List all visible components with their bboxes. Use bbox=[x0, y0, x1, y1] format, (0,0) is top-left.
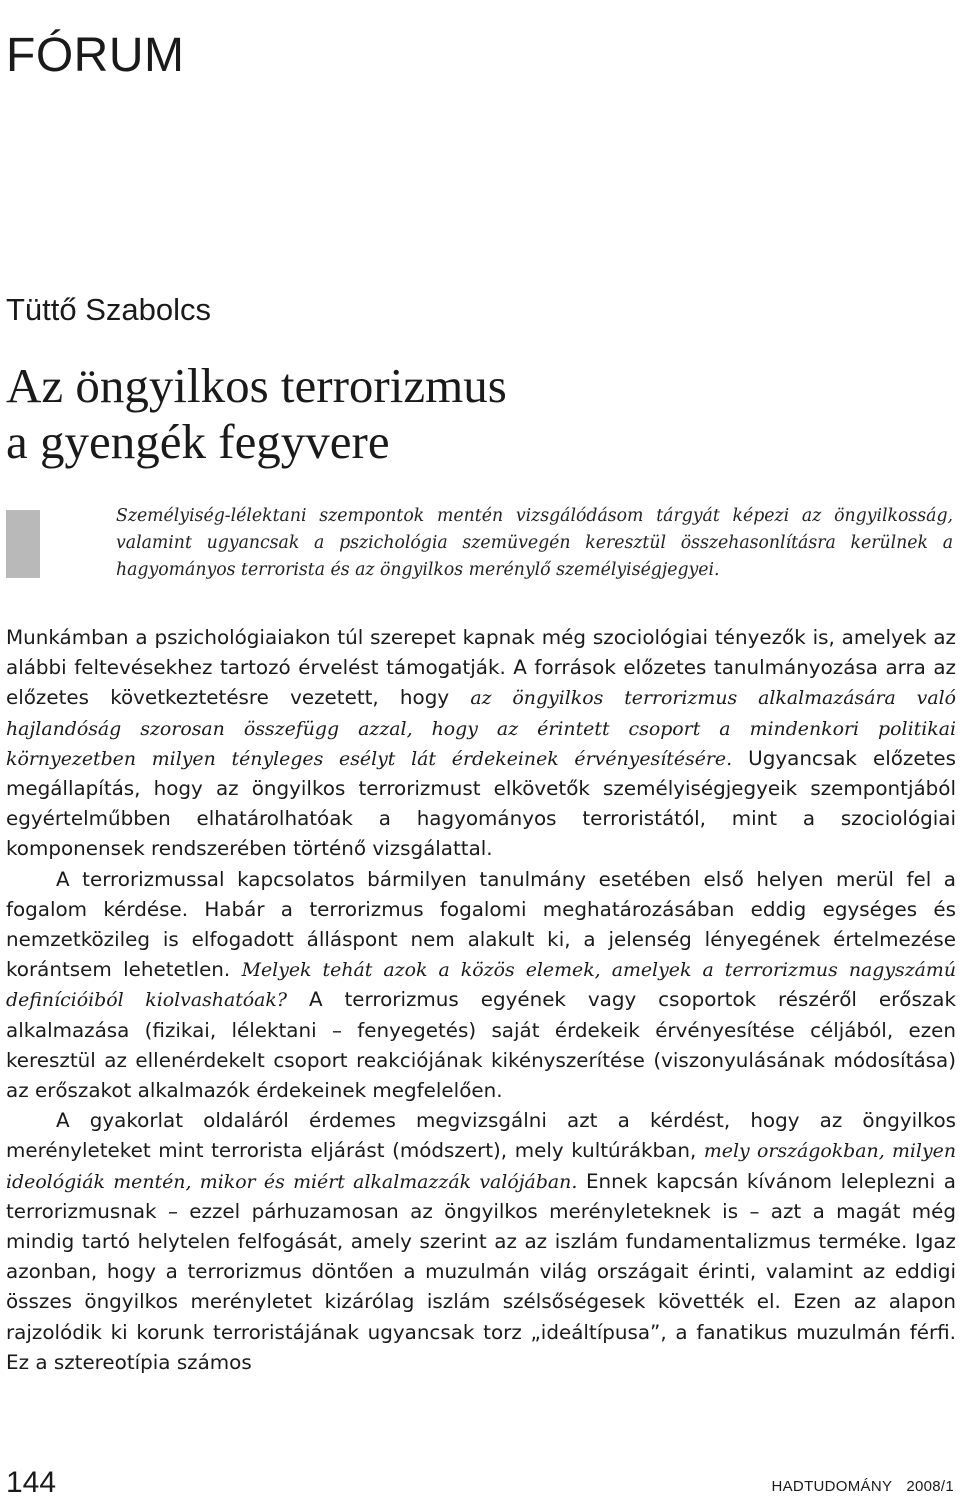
paragraph-1 bbox=[6, 623, 956, 865]
section-label: FÓRUM bbox=[6, 29, 185, 82]
paragraph-2-emphasis: Melyek tehát azok a közös elemek, amelyek a terrorizmus nagyszámú definícióiból kiolvashatóak? bbox=[6, 959, 957, 1012]
paragraph-2 bbox=[6, 865, 956, 1107]
paragraph-1-emphasis: az öngyilkos terrorizmus alkalmazására való hajlandóság szorosan összefügg azzal, hogy az érintett csoport a mindenkori politikai környezetben milyen tényleges esélyt lát érdekeinek érvényesítésére. bbox=[6, 687, 956, 770]
paragraph-3 bbox=[6, 1106, 956, 1378]
author-name: Tüttő Szabolcs bbox=[6, 292, 212, 327]
paragraph-1-part-2: Ugyancsak előzetes megállapítás, hogy az öngyilkos terrorizmust elkövetők személyiségjegyeik szempontjából egyértelműbben elhatárolhatóak a hagyományos terroristától, mint a szociológiai komponensek rendszerében történő vizsgálattal. bbox=[6, 746, 956, 861]
title-line-1: Az öngyilkos terrorizmus bbox=[6, 358, 507, 413]
paragraph-2-part-2: A terrorizmus egyének vagy csoportok részéről erőszak alkalmazása (fizikai, lélektani – fenyegetés) saját érdekeik érvényesítése céljából, ezen keresztül az ellenérdekelt csoport reakciójának kikényszerítése (viszonyulásának módosítása) az erőszakot alkalmazók érdekeinek megfelelően. bbox=[6, 988, 956, 1103]
abstract: Személyiség-lélektani szempontok mentén vizsgálódásom tárgyát képezi az öngyilkosság, valamint ugyancsak a pszichológia szemüvegén keresztül összehasonlításra kerülnek a hagyományos terrorista és az öngyilkos merénylő személyiségjegyei. bbox=[116, 506, 953, 580]
journal-issue: 2008/1 bbox=[906, 1478, 954, 1495]
paragraph-3-part-1: A gyakorlat oldaláról érdemes megvizsgálni azt a kérdést, hogy az öngyilkos merényleteket mint terrorista eljárást (módszert), mely kultúrákban, bbox=[6, 1109, 956, 1163]
journal-name: HADTUDOMÁNY bbox=[771, 1478, 893, 1495]
article-body bbox=[6, 623, 956, 1378]
page-number: 144 bbox=[6, 1466, 57, 1499]
paragraph-3-part-2: Ennek kapcsán kívánom leleplezni a terrorizmusnak – ezzel párhuzamosan az öngyilkos merényleteknek is – azt a magát még mindig tartó helytelen felfogását, amely szerint az az iszlám fundamentalizmus terméke. Igaz azonban, hogy a terrorizmus döntően a muzulmán világ országait érinti, valamint az eddigi összes öngyilkos merényletet kizárólag iszlám szélsőségesek követték el. Ezen az alapon rajzolódik ki korunk terroristájának ugyancsak torz „ideáltípusa”, a fanatikus muzulmán férfi. Ez a sztereotípia számos bbox=[6, 1169, 956, 1374]
paragraph-2-part-1: A terrorizmussal kapcsolatos bármilyen tanulmány esetében első helyen merül fel a fogalom kérdése. Habár a terrorizmus fogalomi meghatározásában eddig egységes és nemzetközileg is elfogadott álláspont nem alakult ki, a jelenség lényegének értelmezése korántsem lehetetlen. bbox=[6, 867, 956, 982]
title-line-2: a gyengék fegyvere bbox=[6, 414, 390, 469]
paragraph-3-emphasis: mely országokban, milyen ideológiák mentén, mikor és miért alkalmazzák valójában. bbox=[6, 1140, 956, 1193]
abstract-marker bbox=[6, 510, 40, 578]
paragraph-1-part-1: Munkámban a pszichológiaiakon túl szerepet kapnak még szociológiai tényezők is, amelyek az alábbi feltevésekhez tartozó érvelést támogatják. A források előzetes tanulmányozása arra az előzetes következtetésre vezetett, hogy bbox=[6, 626, 956, 710]
article-title bbox=[6, 358, 507, 470]
journal-footer bbox=[758, 1478, 955, 1495]
